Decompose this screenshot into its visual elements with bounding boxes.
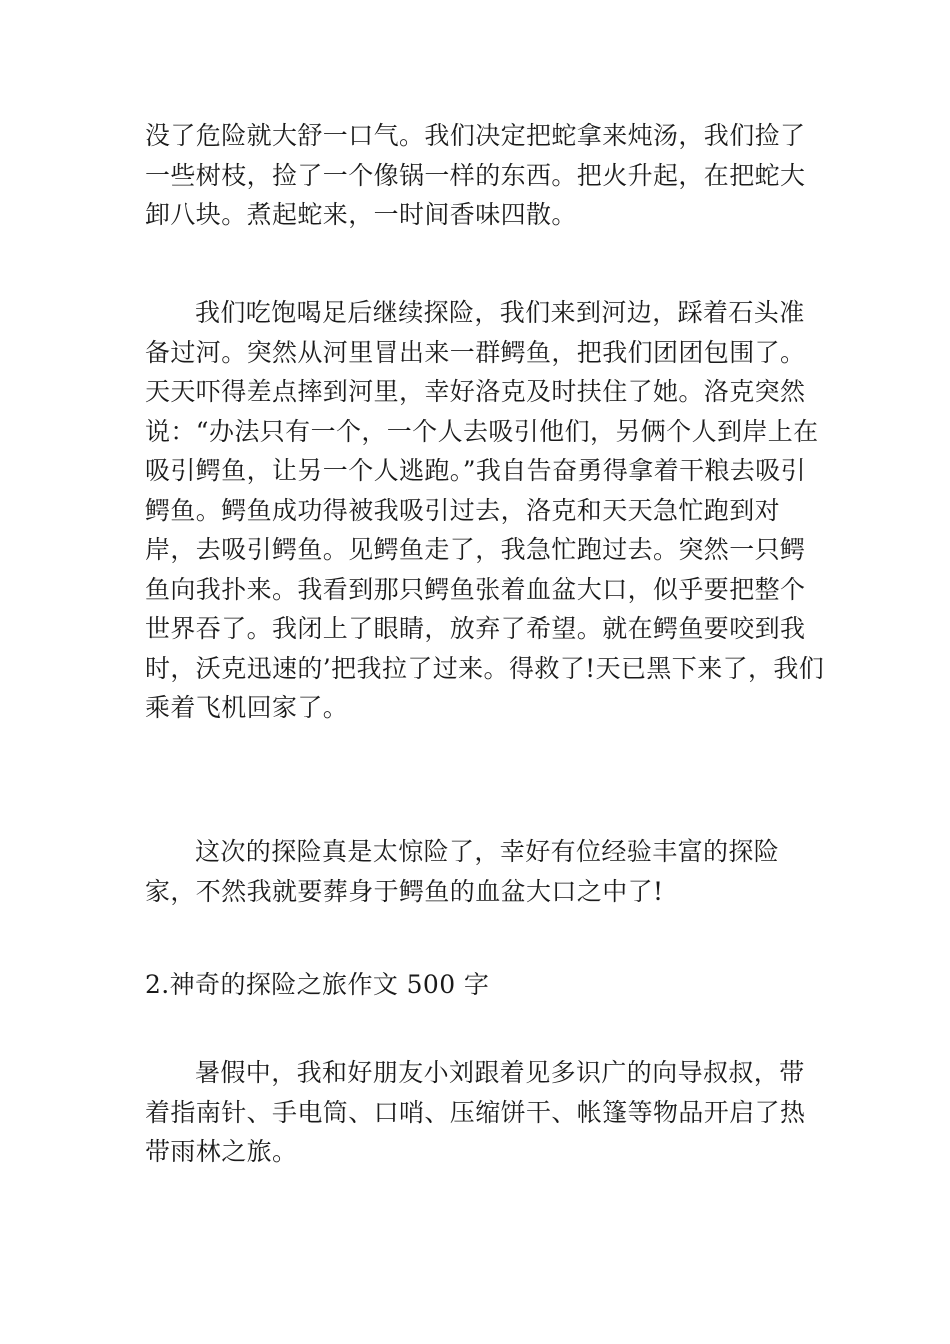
- paragraph-conclusion: 这次的探险真是太惊险了，幸好有位经验丰富的探险家，不然我就要葬身于鳄鱼的血盆大口之中了!: [145, 837, 780, 906]
- section-heading: 2.神奇的探险之旅作文 500 字: [145, 970, 490, 999]
- paragraph-rainforest-intro: 暑假中，我和好朋友小刘跟着见多识广的向导叔叔，带着指南针、手电筒、口哨、压缩饼干、帐篷等物品开启了热带雨林之旅。: [145, 1058, 806, 1166]
- paragraph-crocodile-river: 我们吃饱喝足后继续探险，我们来到河边，踩着石头准备过河。突然从河里冒出来一群鳄鱼，把我们团团包围了。天天吓得差点摔到河里，幸好洛克及时扶住了她。洛克突然说：“办法只有一个，一个人去吸引他们，另俩个人到岸上在吸引鳄鱼，让另一个人逃跑。”我自告奋勇得拿着干粮去吸引鳄鱼。鳄鱼成功得被我吸引过去，洛克和天天急忙跑到对岸，去吸引鳄鱼。见鳄鱼走了，我急忙跑过去。突然一只鳄鱼向我扑来。我看到那只鳄鱼张着血盆大口，似乎要把整个世界吞了。我闭上了眼睛，放弃了希望。就在鳄鱼要咬到我时，沃克迅速的’把我拉了过来。得救了!天已黑下来了，我们乘着飞机回家了。: [145, 298, 825, 722]
- paragraph-snake-soup: 没了危险就大舒一口气。我们决定把蛇拿来炖汤，我们捡了一些树枝，捡了一个像锅一样的东西。把火升起，在把蛇大卸八块。煮起蛇来，一时间香味四散。: [145, 121, 806, 229]
